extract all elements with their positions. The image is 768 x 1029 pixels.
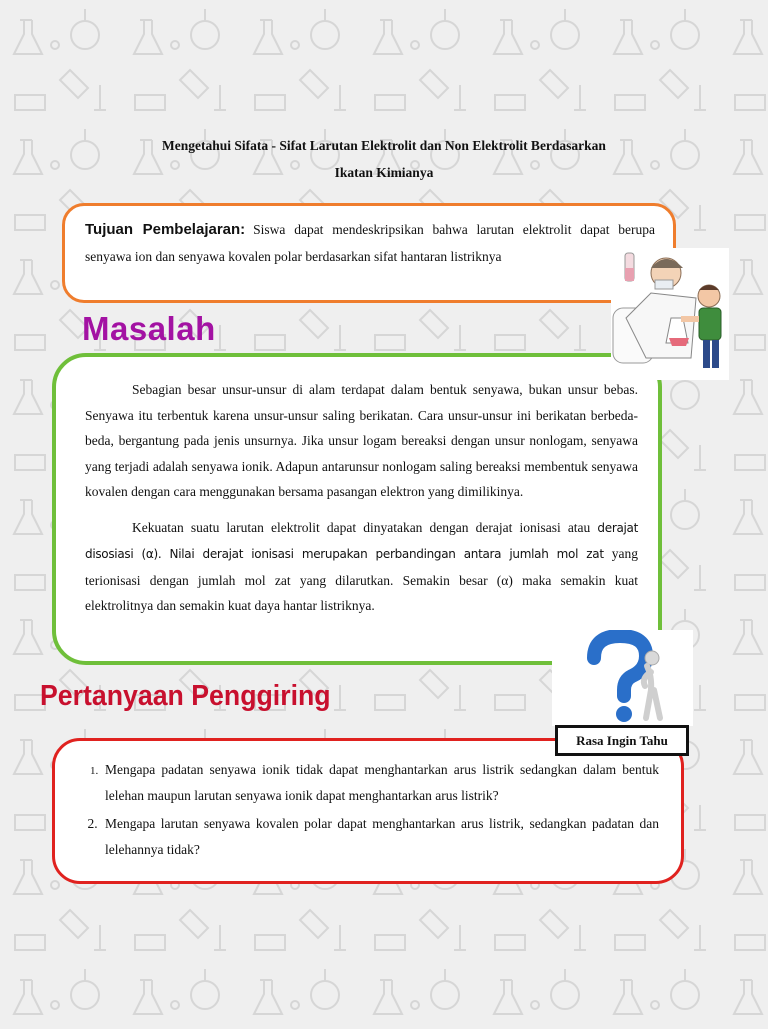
masalah-paragraph-2 xyxy=(85,515,638,619)
question-item-1: 1. Mengapa padatan senyawa ionik tidak dapat menghantarkan arus listrik sedangkan dalam bentuk lelehan maupun larutan senyawa ionik dapat menghantarkan arus listrik? xyxy=(101,757,659,808)
question-mark-person-icon xyxy=(552,630,693,726)
rasa-ingin-tahu-badge: Rasa Ingin Tahu xyxy=(555,725,689,756)
scientist-illustration xyxy=(611,248,729,380)
pertanyaan-box xyxy=(52,738,684,884)
pertanyaan-heading: Pertanyaan Penggiring xyxy=(40,680,331,712)
question-list xyxy=(77,757,659,862)
question-item-2: 2. Mengapa larutan senyawa kovalen polar dapat menghantarkan arus listrik, sedangkan padatan dan lelehannya tidak? xyxy=(101,811,659,862)
document-title-line1: Mengetahui Sifata - Sifat Larutan Elektrolit dan Non Elektrolit Berdasarkan xyxy=(162,138,606,153)
masalah-paragraph-2-part1: Kekuatan suatu larutan elektrolit dapat dinyatakan dengan derajat ionisasi atau xyxy=(132,519,591,535)
masalah-paragraph-2-part3: yang terionisasi dengan jumlah mol zat yang dilarutkan. Semakin besar (α) maka semakin kuat elektrolitnya dan semakin kuat daya hantar listriknya. xyxy=(85,546,638,613)
masalah-paragraph-2-part2: derajat disosiasi (α). Nilai derajat ionisasi merupakan perbandingan antara jumlah mol zat xyxy=(85,520,639,561)
masalah-box xyxy=(52,353,662,665)
tujuan-text: Siswa dapat mendeskripsikan bahwa larutan elektrolit dapat berupa senyawa ion dan senyawa kovalen polar berdasarkan sifat hantaran listriknya xyxy=(85,222,655,264)
tujuan-heading: Tujuan Pembelajaran: xyxy=(85,221,246,238)
document-title xyxy=(90,132,678,186)
masalah-heading: Masalah xyxy=(82,310,216,347)
document-title-line2: Ikatan Kimianya xyxy=(334,165,434,180)
tujuan-box xyxy=(62,203,676,303)
masalah-paragraph-1: Sebagian besar unsur-unsur di alam terdapat dalam bentuk senyawa, bukan unsur bebas. Senyawa itu terbentuk karena unsur-unsur saling berikatan. Cara unsur-unsur ini berikatan berbeda-beda, bergantung pada jenis unsurnya. Jika unsur logam bereaksi dengan unsur nonlogam, senyawa yang terjadi adalah senyawa ionik. Adapun antarunsur nonlogam saling bereaksi membentuk senyawa kovalen dengan cara menggunakan bersama pasangan elektron yang dimilikinya. xyxy=(85,382,638,499)
